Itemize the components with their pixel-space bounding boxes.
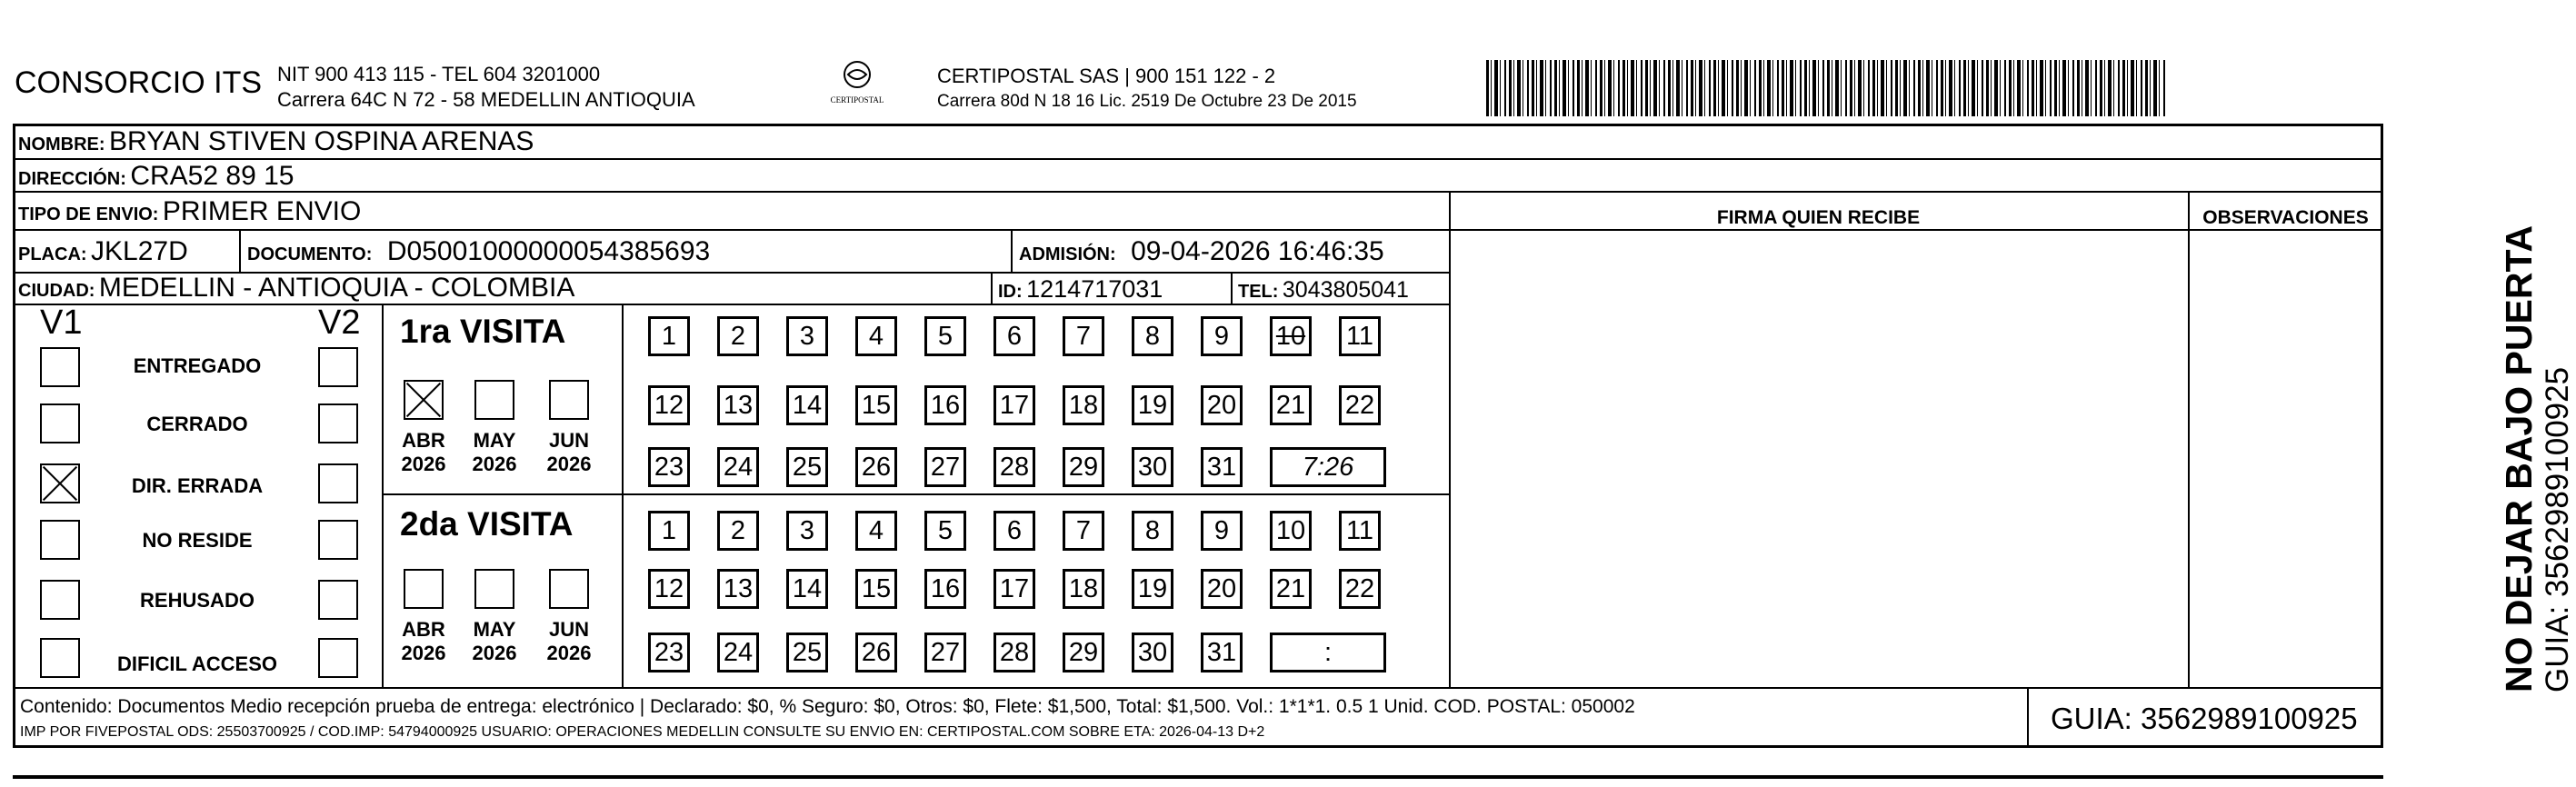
nombre-value: BRYAN STIVEN OSPINA ARENAS bbox=[109, 126, 534, 156]
footer-imp: IMP POR FIVEPOSTAL ODS: 25503700925 / COD.IMP: 54794000925 USUARIO: OPERACIONES MEDELLIN CONSULTE SU ENVIO EN: CERTIPOSTAL.COM SOBRE ETA: 2026-04-13 D+2 bbox=[20, 724, 1265, 740]
id-value: 1214717031 bbox=[1026, 275, 1163, 303]
rule-direccion bbox=[13, 191, 2383, 193]
second-day-3[interactable]: 3 bbox=[786, 511, 828, 551]
second-day-7[interactable]: 7 bbox=[1063, 511, 1104, 551]
first-day-3[interactable]: 3 bbox=[786, 316, 828, 356]
rule-ciudad bbox=[13, 304, 1451, 305]
second-day-29[interactable]: 29 bbox=[1063, 633, 1104, 672]
first-day-28[interactable]: 28 bbox=[993, 447, 1035, 487]
first-abr-checkbox-checked[interactable] bbox=[404, 380, 444, 420]
col-admision bbox=[1011, 229, 1013, 272]
id-cell bbox=[998, 275, 1163, 304]
second-day-16[interactable]: 16 bbox=[924, 569, 966, 609]
placa-cell bbox=[18, 236, 188, 267]
col-id bbox=[991, 272, 993, 304]
v1-rehusado-checkbox[interactable] bbox=[40, 580, 80, 620]
side-text bbox=[2498, 225, 2576, 692]
first-day-24[interactable]: 24 bbox=[717, 447, 759, 487]
first-time-box[interactable]: 7:26 bbox=[1270, 447, 1386, 487]
first-day-29[interactable]: 29 bbox=[1063, 447, 1104, 487]
v2-no-reside-checkbox[interactable] bbox=[318, 520, 358, 560]
second-day-14[interactable]: 14 bbox=[786, 569, 828, 609]
placa-value: JKL27D bbox=[91, 236, 188, 266]
rule-visit-split bbox=[382, 493, 1451, 495]
second-day-18[interactable]: 18 bbox=[1063, 569, 1104, 609]
v1-no-reside-checkbox[interactable] bbox=[40, 520, 80, 560]
second-may-checkbox[interactable] bbox=[474, 569, 514, 609]
first-day-8[interactable]: 8 bbox=[1132, 316, 1173, 356]
rule-nombre bbox=[13, 158, 2383, 160]
first-jun-checkbox[interactable] bbox=[549, 380, 589, 420]
v1-cerrado-checkbox[interactable] bbox=[40, 403, 80, 443]
direccion-label: DIRECCIÓN: bbox=[18, 169, 126, 189]
placa-label: PLACA: bbox=[18, 244, 87, 264]
second-month-may: MAY 2026 bbox=[472, 618, 517, 664]
first-day-19[interactable]: 19 bbox=[1132, 385, 1173, 425]
second-day-30[interactable]: 30 bbox=[1132, 633, 1173, 672]
second-day-19[interactable]: 19 bbox=[1132, 569, 1173, 609]
tel-label: TEL: bbox=[1238, 282, 1279, 302]
second-day-9[interactable]: 9 bbox=[1201, 511, 1243, 551]
direccion-value: CRA52 89 15 bbox=[130, 161, 295, 191]
tel-value: 3043805041 bbox=[1282, 277, 1409, 303]
second-day-27[interactable]: 27 bbox=[924, 633, 966, 672]
logo-text: CERTIPOSTAL bbox=[830, 95, 884, 105]
second-jun-checkbox[interactable] bbox=[549, 569, 589, 609]
id-label: ID: bbox=[998, 282, 1023, 302]
ciudad-cell bbox=[18, 273, 574, 304]
first-day-5[interactable]: 5 bbox=[924, 316, 966, 356]
second-day-8[interactable]: 8 bbox=[1132, 511, 1173, 551]
first-day-13[interactable]: 13 bbox=[717, 385, 759, 425]
second-day-5[interactable]: 5 bbox=[924, 511, 966, 551]
footer-guia: GUIA: 3562989100925 bbox=[2051, 702, 2358, 735]
first-day-10[interactable]: 10 bbox=[1270, 316, 1312, 356]
second-month-abr: ABR 2026 bbox=[401, 618, 446, 664]
second-day-1[interactable]: 1 bbox=[648, 511, 690, 551]
first-day-4[interactable]: 4 bbox=[855, 316, 897, 356]
footer-contenido: Contenido: Documentos Medio recepción prueba de entrega: electrónico | Declarado: $0, % Seguro: $0, Otros: $0, Flete: $1,500, Total: $1,500. Vol.: 1*1*1. 0.5 1 Unid. COD. POSTAL: 050002 bbox=[20, 696, 1635, 717]
reason-cerrado: CERRADO bbox=[146, 413, 248, 435]
second-abr-checkbox[interactable] bbox=[404, 569, 444, 609]
first-month-jun: JUN 2026 bbox=[546, 429, 592, 475]
second-month-jun: JUN 2026 bbox=[546, 618, 592, 664]
second-day-20[interactable]: 20 bbox=[1201, 569, 1243, 609]
col-days bbox=[622, 304, 624, 687]
ciudad-value: MEDELLIN - ANTIOQUIA - COLOMBIA bbox=[98, 273, 575, 303]
nit-line: NIT 900 413 115 - TEL 604 3201000 bbox=[277, 63, 601, 85]
documento-label: DOCUMENTO: bbox=[247, 244, 373, 264]
first-day-26[interactable]: 26 bbox=[855, 447, 897, 487]
admision-label: ADMISIÓN: bbox=[1019, 244, 1116, 264]
first-day-14[interactable]: 14 bbox=[786, 385, 828, 425]
first-day-15[interactable]: 15 bbox=[855, 385, 897, 425]
company-name: CONSORCIO ITS bbox=[15, 65, 263, 100]
tipo-row bbox=[18, 196, 361, 227]
second-day-23[interactable]: 23 bbox=[648, 633, 690, 672]
second-visit-title: 2da VISITA bbox=[400, 505, 574, 543]
second-day-6[interactable]: 6 bbox=[993, 511, 1035, 551]
v2-entregado-checkbox[interactable] bbox=[318, 347, 358, 387]
nombre-row bbox=[18, 126, 534, 157]
first-day-27[interactable]: 27 bbox=[924, 447, 966, 487]
v1-entregado-checkbox[interactable] bbox=[40, 347, 80, 387]
observaciones-header: OBSERVACIONES bbox=[2202, 207, 2369, 228]
v2-dificil-acceso-checkbox[interactable] bbox=[318, 638, 358, 678]
col-tel bbox=[1231, 272, 1233, 304]
first-month-may: MAY 2026 bbox=[472, 429, 517, 475]
second-day-25[interactable]: 25 bbox=[786, 633, 828, 672]
v1-header: V1 bbox=[40, 304, 83, 342]
first-day-31[interactable]: 31 bbox=[1201, 447, 1243, 487]
second-day-17[interactable]: 17 bbox=[993, 569, 1035, 609]
tel-cell bbox=[1238, 277, 1409, 304]
admision-value: 09-04-2026 16:46:35 bbox=[1131, 236, 1384, 266]
first-day-12[interactable]: 12 bbox=[648, 385, 690, 425]
first-day-11[interactable]: 11 bbox=[1339, 316, 1381, 356]
documento-cell bbox=[247, 236, 710, 267]
ciudad-label: CIUDAD: bbox=[18, 281, 95, 301]
second-day-2[interactable]: 2 bbox=[717, 511, 759, 551]
first-day-2[interactable]: 2 bbox=[717, 316, 759, 356]
second-day-11[interactable]: 11 bbox=[1339, 511, 1381, 551]
v2-header: V2 bbox=[318, 304, 361, 342]
logo-mark-icon bbox=[839, 60, 875, 91]
first-may-checkbox[interactable] bbox=[474, 380, 514, 420]
tipo-label: TIPO DE ENVIO: bbox=[18, 204, 159, 224]
first-day-16[interactable]: 16 bbox=[924, 385, 966, 425]
reason-dir-errada: DIR. ERRADA bbox=[131, 474, 264, 497]
side-warning: NO DEJAR BAJO PUERTA bbox=[2498, 224, 2540, 692]
second-day-4[interactable]: 4 bbox=[855, 511, 897, 551]
second-day-15[interactable]: 15 bbox=[855, 569, 897, 609]
second-time-box[interactable]: : bbox=[1270, 633, 1386, 672]
reason-entregado: ENTREGADO bbox=[133, 354, 262, 377]
certipostal-logo bbox=[821, 60, 894, 115]
address-line: Carrera 64C N 72 - 58 MEDELLIN ANTIOQUIA bbox=[277, 88, 695, 111]
second-day-26[interactable]: 26 bbox=[855, 633, 897, 672]
first-day-30[interactable]: 30 bbox=[1132, 447, 1173, 487]
side-guia: GUIA: 3562989100925 bbox=[2540, 366, 2575, 692]
first-day-7[interactable]: 7 bbox=[1063, 316, 1104, 356]
first-day-25[interactable]: 25 bbox=[786, 447, 828, 487]
second-day-31[interactable]: 31 bbox=[1201, 633, 1243, 672]
second-day-28[interactable]: 28 bbox=[993, 633, 1035, 672]
reason-no-reside: NO RESIDE bbox=[142, 529, 253, 552]
rule-tipo bbox=[13, 229, 2383, 231]
tipo-value: PRIMER ENVIO bbox=[162, 196, 362, 226]
v1-dir-errada-checkbox-checked[interactable] bbox=[40, 463, 80, 503]
first-day-22[interactable]: 22 bbox=[1339, 385, 1381, 425]
first-day-21[interactable]: 21 bbox=[1270, 385, 1312, 425]
first-day-17[interactable]: 17 bbox=[993, 385, 1035, 425]
col-visits bbox=[382, 304, 384, 687]
reason-dificil-acceso: DIFICIL ACCESO bbox=[116, 653, 277, 675]
col-obs-left bbox=[2188, 191, 2190, 687]
col-firma-left bbox=[1449, 191, 1451, 687]
second-day-22[interactable]: 22 bbox=[1339, 569, 1381, 609]
second-day-13[interactable]: 13 bbox=[717, 569, 759, 609]
v2-dir-errada-checkbox[interactable] bbox=[318, 463, 358, 503]
reason-rehusado: REHUSADO bbox=[140, 589, 255, 612]
first-visit-title: 1ra VISITA bbox=[400, 313, 566, 350]
firma-header: FIRMA QUIEN RECIBE bbox=[1716, 207, 1921, 228]
documento-value: D05001000000054385693 bbox=[386, 236, 711, 266]
bottom-rule bbox=[13, 775, 2383, 779]
first-day-1[interactable]: 1 bbox=[648, 316, 690, 356]
admision-cell bbox=[1019, 236, 1384, 267]
barcode bbox=[1486, 60, 2166, 116]
certipostal-line: CERTIPOSTAL SAS | 900 151 122 - 2 bbox=[937, 65, 1276, 87]
first-day-18[interactable]: 18 bbox=[1063, 385, 1104, 425]
v2-rehusado-checkbox[interactable] bbox=[318, 580, 358, 620]
first-day-23[interactable]: 23 bbox=[648, 447, 690, 487]
v2-cerrado-checkbox[interactable] bbox=[318, 403, 358, 443]
nombre-label: NOMBRE: bbox=[18, 134, 105, 154]
first-month-abr: ABR 2026 bbox=[401, 429, 446, 475]
second-day-21[interactable]: 21 bbox=[1270, 569, 1312, 609]
col-guia bbox=[2027, 687, 2029, 748]
first-day-6[interactable]: 6 bbox=[993, 316, 1035, 356]
first-day-9[interactable]: 9 bbox=[1201, 316, 1243, 356]
first-day-20[interactable]: 20 bbox=[1201, 385, 1243, 425]
second-day-12[interactable]: 12 bbox=[648, 569, 690, 609]
col-placa bbox=[239, 229, 241, 272]
second-day-24[interactable]: 24 bbox=[717, 633, 759, 672]
second-day-10[interactable]: 10 bbox=[1270, 511, 1312, 551]
v1-dificil-acceso-checkbox[interactable] bbox=[40, 638, 80, 678]
certipostal-address: Carrera 80d N 18 16 Lic. 2519 De Octubre 23 De 2015 bbox=[937, 92, 1357, 111]
direccion-row bbox=[18, 161, 294, 192]
